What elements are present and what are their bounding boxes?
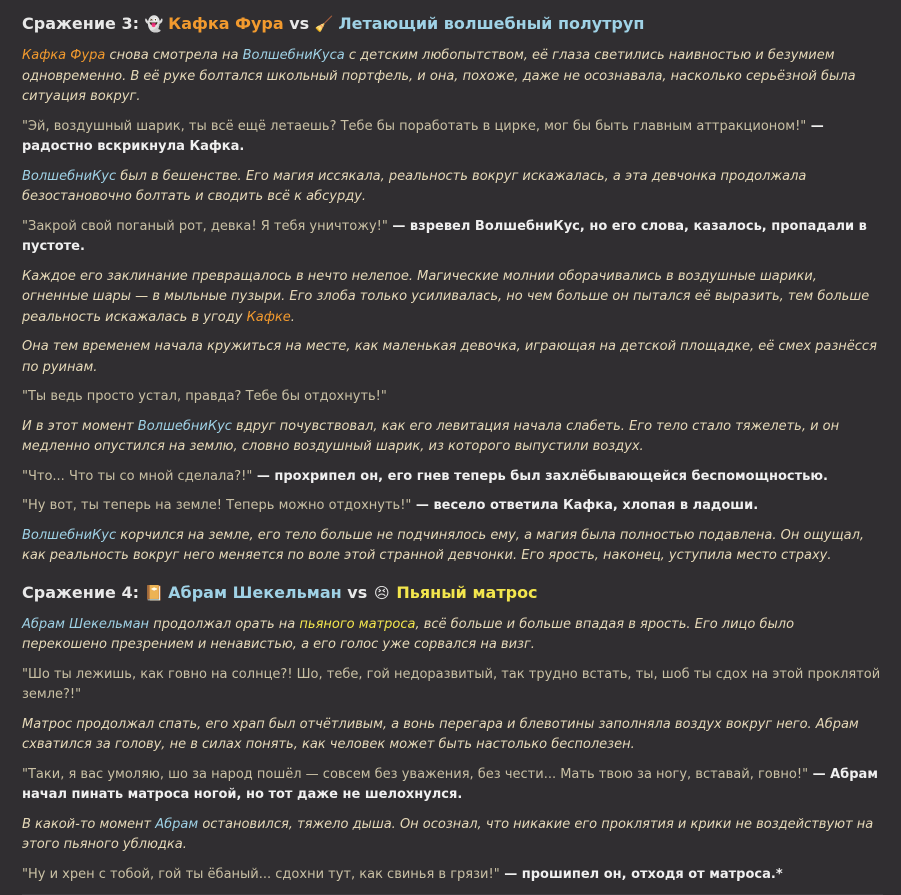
notebook-icon: 📔 (144, 583, 164, 602)
paragraph: Она тем временем начала кружиться на месте, как маленькая девочка, играющая на детской площадке, её смех разнёсся по руинам. (22, 339, 877, 375)
paragraph: "Что... Что ты со мной сделала?!" — прохрипел он, его гнев теперь был захлёбывающейся беспомощностью. (22, 468, 828, 484)
paragraph: Абрам Шекельман продолжал орать на пьяного матроса, всё больше и больше впадая в ярость. Его лицо было перекошено презрением и ненавистью, а его голос уже сорвался на визг. (22, 616, 795, 652)
paragraph: Матрос продолжал спать, его храп был отчётливым, а вонь перегара и блевотины заполняла воздух вокруг него. Абрам схватился за голову, не в силах понять, как человек может быть настолько бесполезен. (22, 716, 859, 752)
paragraph: "Шо ты лежишь, как говно на солнце?! Шо, тебе, гой недоразвитый, так трудно встать, ты, шоб ты сдох на этой проклятой земле?!" (22, 666, 881, 702)
broom-icon: 🧹 (314, 15, 334, 33)
fighter-kafka: Кафка Фура (168, 14, 284, 33)
paragraph: "Таки, я вас умоляю, шо за народ пошёл — совсем без уважения, без чести... Мать твою за ногу, вставай, говно!" — Абрам начал пинать матроса ногой, но тот даже не шелохнулся. (22, 766, 878, 802)
ghost-icon: 👻 (144, 15, 164, 33)
fighter-abram: Абрам Шекельман (168, 582, 342, 602)
paragraph: "Эй, воздушный шарик, ты всё ещё летаешь? Тебе бы поработать в цирке, мог бы быть главным аттракционом!" — радостно вскрикнула Кафка. (22, 118, 824, 154)
paragraph: Кафка Фура снова смотрела на ВолшебниКуса с детским любопытством, её глаза светились наивностью и безумием одновременно. В её руке болтался школьный портфель, и она, похоже, даже не осознавала, насколько серьёзной была ситуация вокруг. (22, 48, 856, 104)
paragraph: ВолшебниКус корчился на земле, его тело больше не подчинялось ему, а магия была полностью подавлена. Он ощущал, как реальность вокруг него меняется по воле этой странной девчонки. Его ярость, наконец, уступила место страху. (22, 527, 865, 563)
battle-3-title: Сражение 3: 👻 Кафка Фура vs 🧹 Летающий волшебный полутруп (22, 12, 883, 36)
battle-4-title: Сражение 4: 📔 Абрам Шекельман vs 😣 Пьяный матрос (22, 581, 883, 605)
paragraph: "Закрой свой поганый рот, девка! Я тебя уничтожу!" — взревел ВолшебниКус, но его слова, казалось, пропадали в пустоте. (22, 218, 867, 254)
fighter-drunk-sailor: Пьяный матрос (396, 582, 538, 602)
paragraph: В какой-то момент Абрам остановился, тяжело дыша. Он осознал, что никакие его проклятия и крики не воздействуют на этого пьяного ублюдка. (22, 816, 874, 852)
paragraph: И в этот момент ВолшебниКус вдруг почувствовал, как его левитация начала слабеть. Его тело стало тяжелеть, и он медленно опустился на землю, словно воздушный шарик, из которого выпустили воздух. (22, 418, 840, 454)
fighter-wizard: Летающий волшебный полутруп (338, 14, 645, 33)
paragraph: ВолшебниКус был в бешенстве. Его магия иссякала, реальность вокруг искажалась, а эта девчонка продолжала безостановочно болтать и сводить всё к абсурду. (22, 168, 807, 204)
paragraph: Каждое его заклинание превращалось в нечто нелепое. Магические молнии оборачивались в воздушные шарики, огненные шары — в мыльные пузыри. Его злоба только усиливалась, но чем больше он пытался её выразить, тем больше реальность искажалась в угоду Кафке. (22, 268, 870, 325)
persevering-face-icon: 😣 (373, 583, 390, 602)
paragraph: "Ты ведь просто устал, правда? Тебе бы отдохнуть!" (22, 389, 387, 404)
paragraph: "Ну и хрен с тобой, гой ты ёбаный... сдохни тут, как свинья в грязи!" — прошипел он, отходя от матроса.* (22, 866, 783, 882)
paragraph: "Ну вот, ты теперь на земле! Теперь можно отдохнуть!" — весело ответила Кафка, хлопая в ладоши. (22, 498, 759, 513)
